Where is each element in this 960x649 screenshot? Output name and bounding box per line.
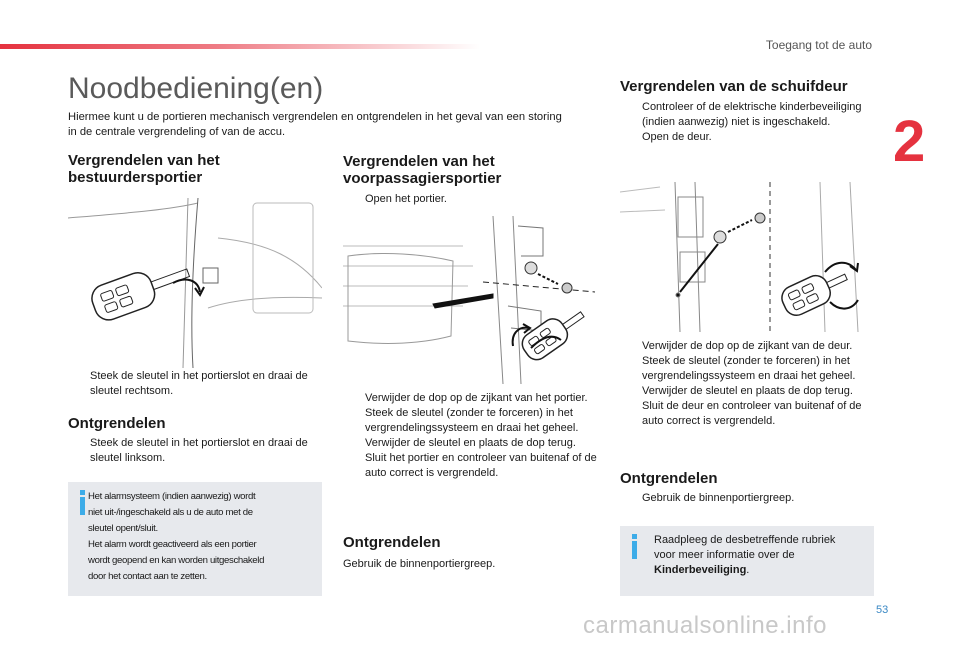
passenger-lock-steps: [343, 391, 601, 481]
child-lock-link-text: Kinderbeveiliging: [654, 564, 747, 576]
passenger-door-illustration: [343, 216, 601, 384]
intro-text: Hiermee kunt u de portieren mechanisch vergrendelen en ontgrendelen in het geval van een storing in de centrale vergrendeling of van de accu.: [68, 111, 562, 138]
sliding-door-prep-steps: [620, 100, 875, 145]
list-item: Steek de sleutel in het portierslot en draai de sleutel rechtsom.: [90, 370, 308, 397]
list-item: Controleer of de elektrische kinderbeveiliging (indien aanwezig) niet is ingeschakeld.: [642, 101, 862, 128]
passenger-door-heading: Vergrendelen van het voorpassagiersportier: [343, 153, 502, 187]
sliding-door-illustration: [620, 182, 874, 332]
watermark: carmanualsonline.info: [583, 612, 827, 639]
driver-door-heading: Vergrendelen van het bestuurdersportier: [68, 152, 220, 186]
alarm-note-text: Het alarmsysteem (indien aanwezig) wordt niet uit-/ingeschakeld als u de auto met de sleutel opent/sluit. Het alarm wordt geactiveerd als een portier wordt geopend en kan worden uitgeschakeld door het contact aan te zetten.: [88, 491, 265, 582]
child-lock-info-note: [620, 526, 874, 596]
list-item: Verwijder de dop op de zijkant van de deur.: [642, 340, 853, 352]
info-icon: [630, 534, 638, 559]
list-item: Open het portier.: [365, 193, 447, 205]
list-item: Steek de sleutel (zonder te forceren) in het vergrendelingssysteem en draai het geheel.: [642, 355, 856, 382]
driver-lock-steps: [68, 369, 318, 399]
section-title: Toegang tot de auto: [765, 38, 872, 52]
sliding-unlock-steps: [620, 491, 870, 506]
header-accent-bar: [0, 44, 480, 49]
passenger-open-step: [343, 192, 593, 207]
list-item: Verwijder de sleutel en plaats de dop terug.: [642, 385, 853, 397]
sliding-unlock-heading: Ontgrendelen: [620, 470, 718, 487]
page-title: Noodbediening(en): [68, 72, 324, 105]
list-item: Sluit de deur en controleer van buitenaf of de auto correct is vergrendeld.: [642, 400, 862, 427]
chapter-number: 2: [893, 109, 926, 174]
page-number: 53: [876, 604, 889, 616]
driver-unlock-heading: Ontgrendelen: [68, 415, 166, 432]
driver-unlock-steps: [68, 436, 318, 466]
list-item: Verwijder de sleutel en plaats de dop terug.: [365, 437, 576, 449]
passenger-unlock-heading: Ontgrendelen: [343, 534, 441, 551]
list-item: Steek de sleutel (zonder te forceren) in het vergrendelingssysteem en draai het geheel.: [365, 407, 579, 434]
sliding-door-lock-steps: [620, 339, 878, 429]
alarm-info-note: [68, 482, 322, 596]
child-lock-note-text: Raadpleeg de desbetreffende rubriek voor meer informatie over de Kinderbeveiliging.: [654, 534, 836, 576]
sliding-door-heading: Vergrendelen van de schuifdeur: [620, 78, 848, 95]
list-item: Steek de sleutel in het portierslot en draai de sleutel linksom.: [90, 437, 308, 464]
driver-door-illustration: [68, 198, 322, 368]
list-item: Gebruik de binnenportiergreep.: [642, 492, 795, 504]
list-item: Open de deur.: [642, 131, 712, 143]
list-item: Sluit het portier en controleer van buitenaf of de auto correct is vergrendeld.: [365, 452, 597, 479]
info-icon: [78, 490, 86, 515]
list-item: Verwijder de dop op de zijkant van het portier.: [365, 392, 588, 404]
passenger-unlock-text: Gebruik de binnenportiergreep.: [343, 558, 496, 570]
